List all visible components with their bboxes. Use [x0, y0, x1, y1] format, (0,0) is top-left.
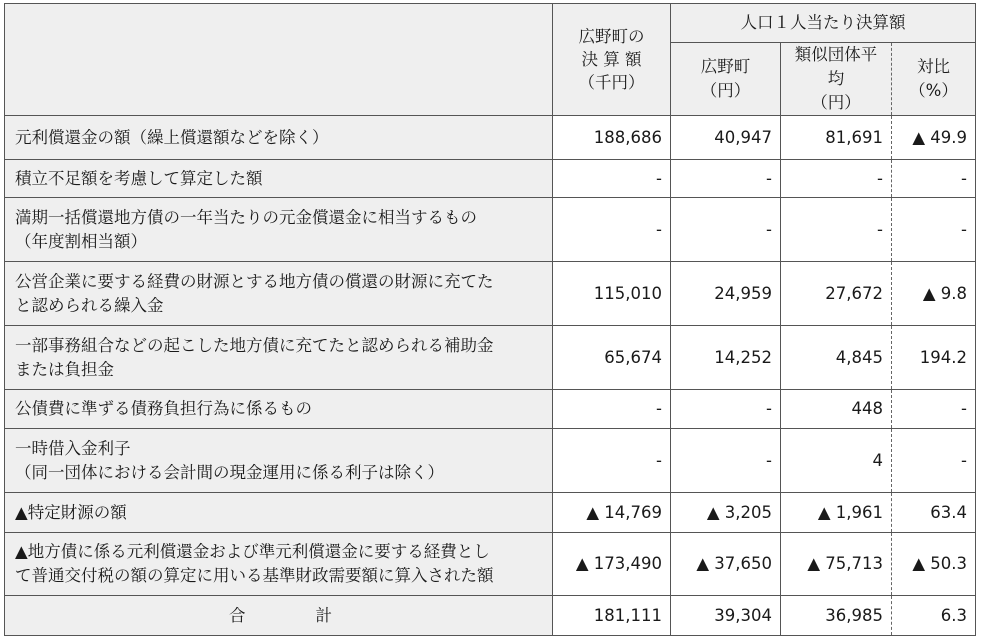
cell-total: 65,674: [553, 326, 671, 390]
row-label-line2: または負担金: [15, 359, 114, 379]
row-label-line2: て普通交付税の額の算定に用いる基準財政需要額に算入された額: [15, 566, 494, 585]
header-similar-line2: （円）: [811, 93, 861, 112]
row-label-line2: （同一団体における会計間の現金運用に係る利子は除く）: [15, 462, 444, 482]
table-container: [4, 3, 976, 636]
total-label-right: 計: [315, 605, 332, 625]
header-similar-average: [781, 43, 892, 116]
cell-similar: 81,691: [781, 116, 892, 160]
cell-similar: 4,845: [781, 326, 892, 390]
cell-ratio: ▲ 50.3: [892, 533, 976, 596]
row-label: ▲特定財源の額: [5, 493, 553, 533]
cell-total: 115,010: [553, 262, 671, 326]
cell-similar: 36,985: [781, 596, 892, 636]
cell-similar: 4: [781, 429, 892, 493]
cell-ratio: ▲ 49.9: [892, 116, 976, 160]
header-ratio-line1: 対比: [917, 57, 950, 76]
row-label-line2: （年度割相当額）: [15, 231, 147, 251]
header-town-total-line3: （千円）: [578, 73, 645, 92]
row-label: [5, 326, 553, 390]
header-town-line1: 広野町: [700, 57, 751, 76]
table-row: [5, 160, 976, 198]
header-per-capita-group: 人口１人当たり決算額: [671, 4, 976, 43]
cell-town: -: [671, 160, 781, 198]
cell-similar: -: [781, 198, 892, 262]
total-row-label: [5, 596, 553, 636]
header-ratio: [892, 43, 976, 116]
cell-ratio: -: [892, 390, 976, 429]
row-label-line1: 満期一括償還地方債の一年当たりの元金償還金に相当するもの: [15, 207, 477, 227]
cell-ratio: 63.4: [892, 493, 976, 533]
table-row: [5, 326, 976, 390]
cell-town: 14,252: [671, 326, 781, 390]
row-label: [5, 533, 553, 596]
header-town-line2: （円）: [700, 81, 751, 100]
cell-town: -: [671, 390, 781, 429]
cell-similar: 27,672: [781, 262, 892, 326]
cell-town: 39,304: [671, 596, 781, 636]
table-row: [5, 262, 976, 326]
cell-total: -: [553, 429, 671, 493]
debt-cost-table: [4, 3, 976, 636]
header-town-total-line2: 決 算 額: [581, 50, 642, 69]
cell-total: -: [553, 160, 671, 198]
table-row: [5, 116, 976, 160]
cell-town: ▲ 3,205: [671, 493, 781, 533]
cell-ratio: 194.2: [892, 326, 976, 390]
row-label-line1: 一部事務組合などの起こした地方債に充てたと認められる補助金: [15, 335, 494, 355]
header-town-total: [553, 4, 671, 116]
row-label: 公債費に準ずる債務負担行為に係るもの: [5, 390, 553, 429]
table-row: [5, 198, 976, 262]
table-row: [5, 493, 976, 533]
table-row: [5, 429, 976, 493]
cell-total: ▲ 14,769: [553, 493, 671, 533]
row-label: 積立不足額を考慮して算定した額: [5, 160, 553, 198]
header-ratio-line2: （%）: [909, 81, 958, 100]
cell-ratio: -: [892, 429, 976, 493]
cell-town: ▲ 37,650: [671, 533, 781, 596]
cell-total: ▲ 173,490: [553, 533, 671, 596]
row-label: [5, 198, 553, 262]
total-label-left: 合: [229, 605, 246, 625]
row-label: [5, 429, 553, 493]
cell-ratio: ▲ 9.8: [892, 262, 976, 326]
cell-similar: ▲ 1,961: [781, 493, 892, 533]
row-label-line1: 公営企業に要する経費の財源とする地方債の償還の財源に充てた: [15, 271, 494, 291]
header-similar-line1: 類似団体平均: [794, 45, 878, 88]
header-town: [671, 43, 781, 116]
cell-town: 24,959: [671, 262, 781, 326]
cell-town: -: [671, 429, 781, 493]
table-row: [5, 390, 976, 429]
cell-similar: 448: [781, 390, 892, 429]
header-blank-cell: [5, 4, 553, 116]
cell-ratio: -: [892, 198, 976, 262]
cell-total: 188,686: [553, 116, 671, 160]
row-label-line2: と認められる繰入金: [15, 295, 164, 315]
cell-ratio: -: [892, 160, 976, 198]
table-row: [5, 533, 976, 596]
cell-town: 40,947: [671, 116, 781, 160]
cell-total: -: [553, 390, 671, 429]
cell-total: 181,111: [553, 596, 671, 636]
cell-similar: -: [781, 160, 892, 198]
cell-town: -: [671, 198, 781, 262]
row-label: 元利償還金の額（繰上償還額などを除く）: [5, 116, 553, 160]
header-town-total-line1: 広野町の: [578, 27, 645, 46]
row-label: [5, 262, 553, 326]
row-label-line1: 一時借入金利子: [15, 438, 131, 458]
total-row: [5, 596, 976, 636]
row-label-line1: ▲地方債に係る元利償還金および準元利償還金に要する経費とし: [15, 542, 490, 561]
cell-ratio: 6.3: [892, 596, 976, 636]
cell-similar: ▲ 75,713: [781, 533, 892, 596]
cell-total: -: [553, 198, 671, 262]
